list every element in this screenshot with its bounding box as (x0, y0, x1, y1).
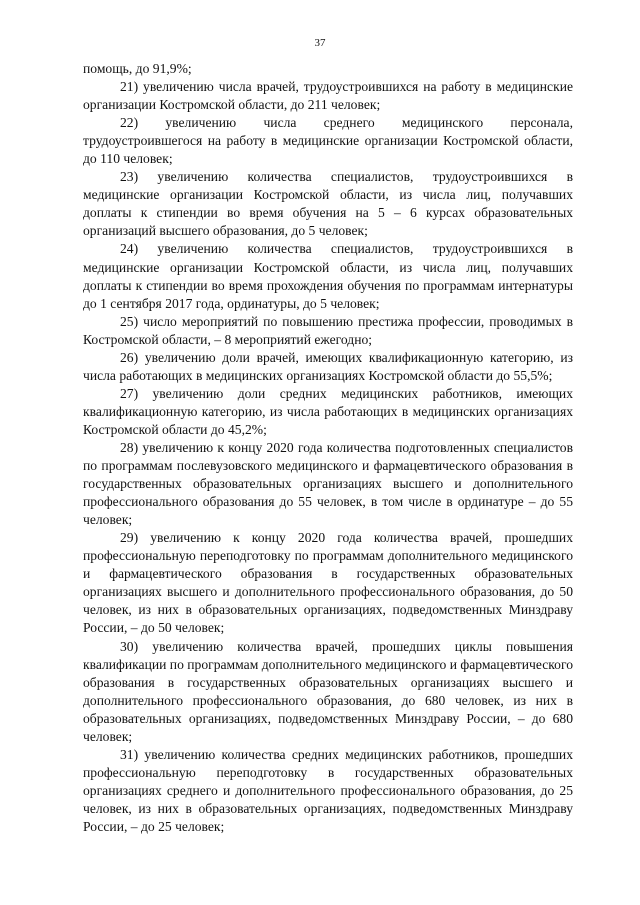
document-body (83, 60, 573, 836)
list-item-27: 27) увеличению доли средних медицинских работников, имеющих квалификационную категорию, из числа работающих в медицинских организациях Костромской области до 45,2%; (83, 385, 573, 437)
list-item-25: 25) число мероприятий по повышению престижа профессии, проводимых в Костромской области, – 8 мероприятий ежегодно; (83, 313, 573, 347)
list-item-28: 28) увеличению к концу 2020 года количества подготовленных специалистов по программам послевузовского медицинского и фармацевтического образования в государственных образовательных организациях высшего и дополнительного профессионального образования до 55 человек, в том числе в ординатуре – до 55 человек; (83, 439, 573, 528)
list-item-31: 31) увеличению количества средних медицинских работников, прошедших профессиональную переподготовку в государственных образовательных организациях среднего и дополнительного профессионального образования, до 25 человек, из них в образовательных организациях, подведомственных Минздраву России, – до 25 человек; (83, 746, 573, 834)
list-item-22: 22) увеличению числа среднего медицинского персонала, трудоустроившегося на работу в медицинские организации Костромской области, до 110 человек; (83, 115, 573, 167)
list-item-30: 30) увеличению количества врачей, прошедших циклы повышения квалификации по программам дополнительного медицинского и фармацевтического образования в государственных образовательных организациях высшего и дополнительного профессионального образования, до 680 человек, из них в образовательных организациях, подведомственных Минздраву России, – до 680 человек; (83, 638, 573, 744)
list-item-24: 24) увеличению количества специалистов, трудоустроившихся в медицинские организации Костромской области, из числа лиц, получавших доплаты к стипендии во время прохождения обучения по программам интернатуры до 1 сентября 2017 года, ординатуры, до 5 человек; (83, 241, 573, 311)
paragraph-continuation: помощь, до 91,9%; (83, 61, 192, 76)
list-item-26: 26) увеличению доли врачей, имеющих квалификационную категорию, из числа работающих в медицинских организациях Костромской области до 55,5%; (83, 349, 573, 383)
list-item-23: 23) увеличению количества специалистов, трудоустроившихся в медицинские организации Костромской области, из числа лиц, получавших доплаты к стипендии во время обучения на 5 – 6 курсах образовательных организаций высшего образования, до 5 человек; (83, 169, 573, 239)
list-item-21: 21) увеличению числа врачей, трудоустроившихся на работу в медицинские организации Костромской области, до 211 человек; (83, 79, 573, 113)
list-item-29: 29) увеличению к концу 2020 года количества врачей, прошедших профессиональную переподготовку по программам дополнительного медицинского и фармацевтического образования в государственных образовательных организациях высшего и дополнительного профессионального образования, до 50 человек, из них в образовательных организациях, подведомственных Минздраву России, – до 50 человек; (83, 530, 573, 636)
page-number: 37 (314, 37, 326, 49)
